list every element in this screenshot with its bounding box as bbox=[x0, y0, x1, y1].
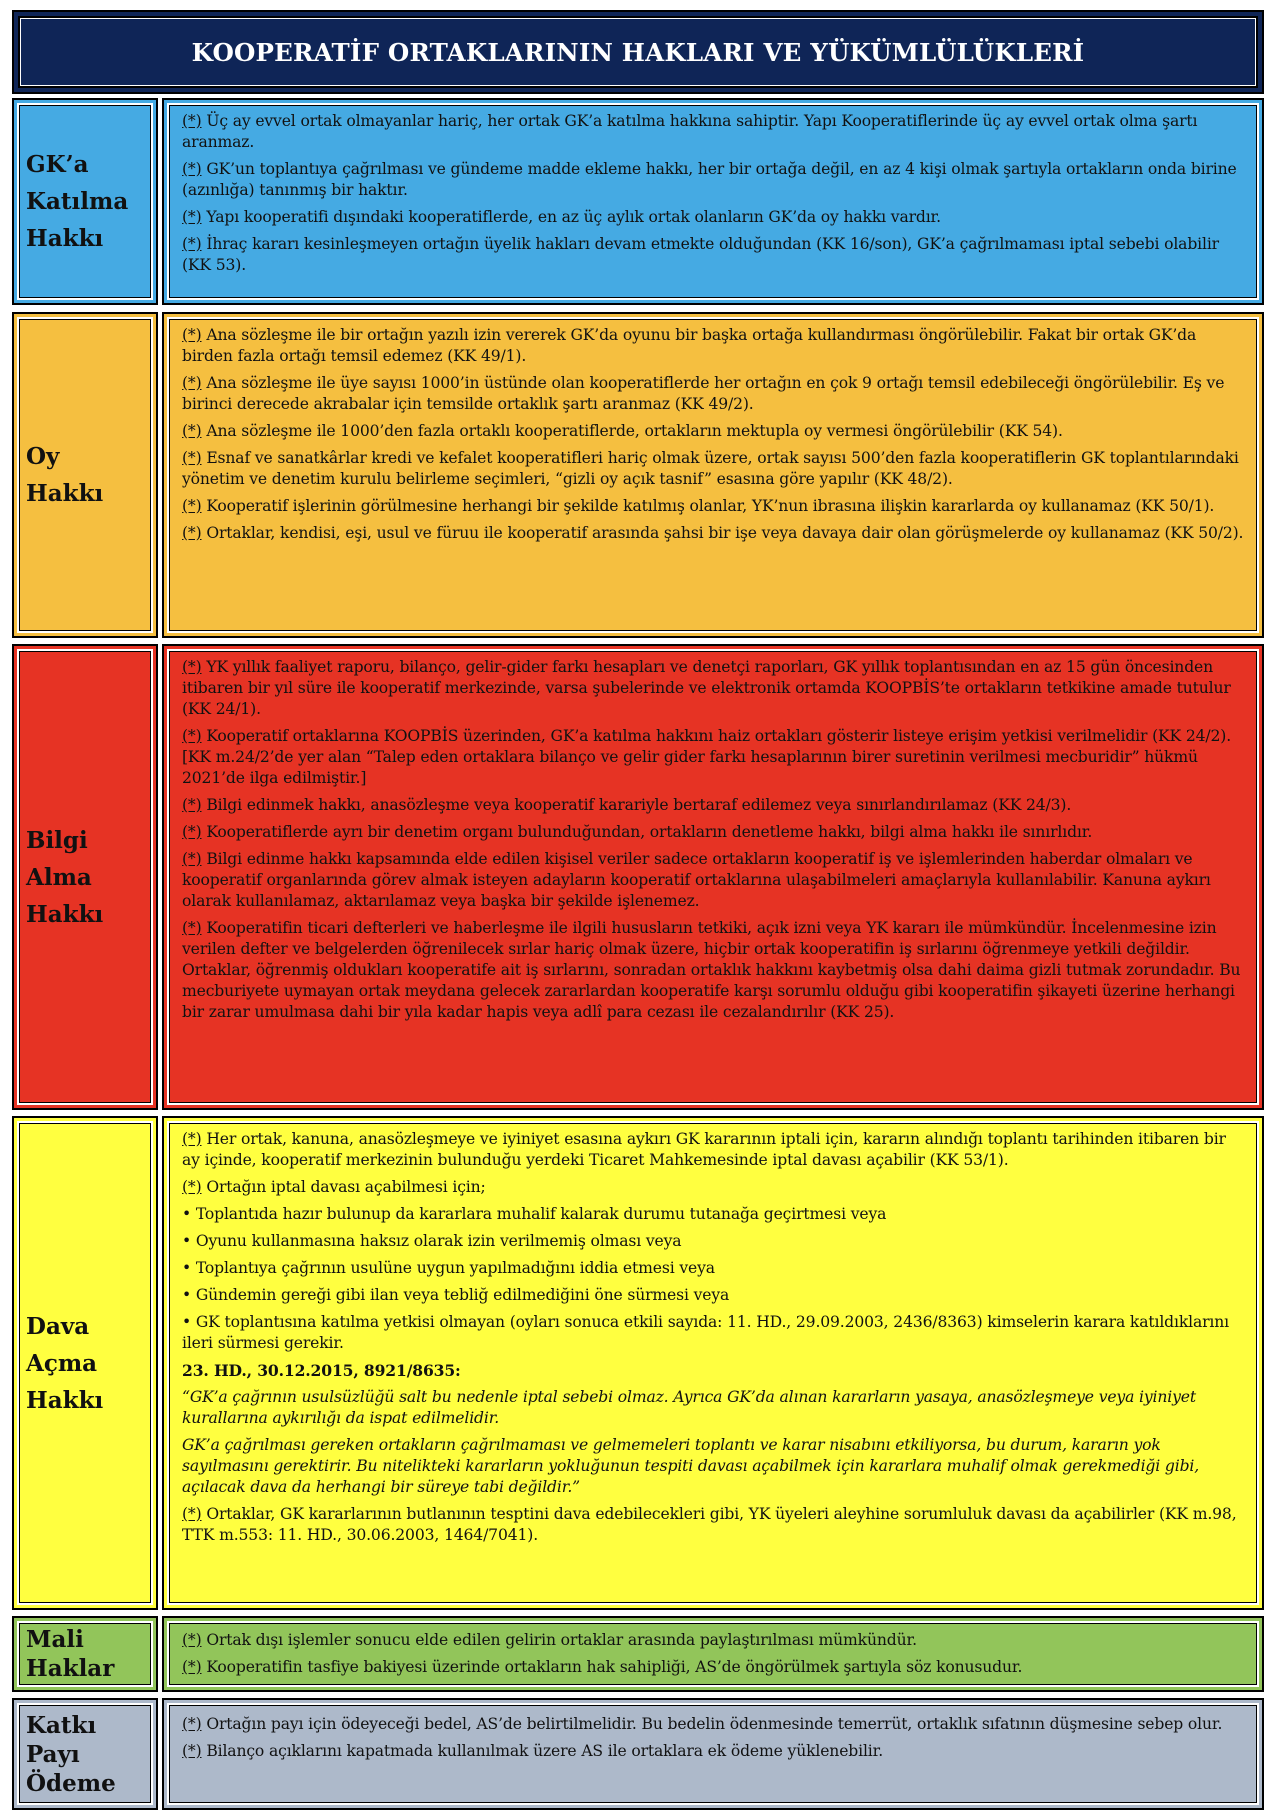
bullet-item: • Toplantıda hazır bulunup da kararlara muhalif kalarak durumu tutanağa geçirtmesi veya bbox=[182, 1205, 887, 1223]
section-label bbox=[26, 1711, 144, 1798]
marker: (*) bbox=[182, 326, 202, 344]
section-content bbox=[162, 1698, 1264, 1810]
label-line: Hakkı bbox=[26, 1386, 104, 1414]
case-quote: “GK’a çağrının usulsüzlüğü salt bu nedenle iptal sebebi olmaz. Ayrıca GK’da alınan kararların yasaya, anasözleşmeye veya iyiniyet kurallarına aykırılığı da ispat edilmelidir. bbox=[182, 1388, 1196, 1427]
section-label-cell bbox=[12, 1116, 158, 1610]
bullet-item: • Gündemin gereği gibi ilan veya tebliğ edilmediğini öne sürmesi veya bbox=[182, 1286, 730, 1304]
list-item: (*) Ortaklar, GK kararlarının butlanının tesptini dava edebilecekleri gibi, YK üyeleri aleyhine sorumluluk davası da açabilirler (KK m.98, TTK m.553: 11. HD., 30.06.2003, 1464/7041). bbox=[182, 1505, 1237, 1544]
section-voting-right bbox=[12, 312, 1264, 638]
marker: (*) bbox=[182, 1505, 202, 1523]
marker: (*) bbox=[182, 658, 202, 676]
label-line: Mali bbox=[26, 1626, 84, 1653]
marker: (*) bbox=[182, 524, 202, 542]
bullet-item: • Toplantıya çağrının usulüne uygun yapılmadığını iddia etmesi veya bbox=[182, 1259, 715, 1277]
label-line: Katkı Payı bbox=[26, 1711, 97, 1768]
label-line: Dava bbox=[26, 1312, 90, 1340]
list-item: (*) Ana sözleşme ile 1000’den fazla ortaklı kooperatiflerde, ortakların mektupla oy vermesi öngörülebilir (KK 54). bbox=[182, 422, 1063, 440]
list-item: (*) Bilgi edinme hakkı kapsamında elde edilen kişisel veriler sadece ortakların kooperatif iş ve işlemlerinden haberdar olmaları ve kooperatif organlarında görev almak isteyen adayların kooperatif ortaklarına ulaşabilmeleri amaçlarıyla kullanılabilir. Kanuna aykırı olarak kullanılamaz, aktarılamaz veya başka bir şekilde işlenemez. bbox=[182, 850, 1211, 910]
section-financial-rights bbox=[12, 1616, 1264, 1692]
section-label bbox=[26, 1625, 114, 1683]
label-line: Ödeme bbox=[26, 1769, 116, 1797]
section-label-cell bbox=[12, 98, 158, 305]
label-line: Hakkı bbox=[26, 225, 104, 252]
marker: (*) bbox=[182, 823, 202, 841]
marker: (*) bbox=[182, 1658, 202, 1676]
case-reference: 23. HD., 30.12.2015, 8921/8635: bbox=[182, 1361, 461, 1380]
bullet-item: • Oyunu kullanmasına haksız olarak izin verilmemiş olması veya bbox=[182, 1232, 682, 1250]
page-title-banner bbox=[12, 10, 1264, 94]
section-label-cell bbox=[12, 1698, 158, 1810]
label-line: Katılma bbox=[26, 188, 129, 215]
section-information-right bbox=[12, 644, 1264, 1110]
list-item: (*) Esnaf ve sanatkârlar kredi ve kefalet kooperatifleri hariç olmak üzere, ortak sayısı 500’den fazla kooperatiflerin GK toplantılarındaki yönetim ve denetim kurulu belirleme seçimleri, “gizli oy açık tasnif” esasına göre yapılır (KK 48/2). bbox=[182, 449, 1239, 488]
list-item: (*) Kooperatifin ticari defterleri ve haberleşme ile ilgili hususların tetkiki, açık izni veya YK kararı ile mümkündür. İncelenmesine izin verilen defter ve belgelerden öğrenilecek sırlar hariç olmak üzere, hiçbir ortak kooperatifin iş sırlarını öğrenmeye yetkili değildir. Ortaklar, öğrenmiş oldukları kooperatife ait iş sırlarını, sonradan ortaklık hakkını kaybetmiş olsa dahi daima gizli tutmak zorundadır. Bu mecburiyete uymayan ortak meydana gelecek zararlardan kooperatife karşı sorumlu olduğu gibi kooperatifin şikayeti üzerine herhangi bir zarar umulmasa dahi bir yıla kadar hapis veya adlî para cezası ile cezalandırılır (KK 25). bbox=[182, 919, 1241, 1021]
marker: (*) bbox=[182, 422, 202, 440]
section-content bbox=[162, 98, 1264, 305]
list-item: (*) Ana sözleşme ile üye sayısı 1000’in üstünde olan kooperatiflerde her ortağın en çok 9 ortağı temsil edebileceği öngörülebilir. Eş ve birinci derecede akrabalar için temsilde ortaklık şartı aranmaz (KK 49/2). bbox=[182, 374, 1225, 413]
list-item: (*) Ortağın payı için ödeyeceği bedel, AS’de belirtilmelidir. Bu bedelin ödenmesinde temerrüt, ortaklık sıfatının düşmesine sebep olur. bbox=[182, 1715, 1223, 1733]
section-label bbox=[26, 146, 128, 257]
list-item: (*) Ana sözleşme ile bir ortağın yazılı izin vererek GK’da oyunu bir başka ortağa kullandırması öngörülebilir. Fakat bir ortak GK’da birden fazla ortağı temsil edemez (KK 49/1). bbox=[182, 326, 1197, 365]
section-lawsuit-right bbox=[12, 1116, 1264, 1610]
list-item: (*) Bilgi edinmek hakkı, anasözleşme veya kooperatif karariyle bertaraf edilemez veya sınırlandırılamaz (KK 24/3). bbox=[182, 796, 1072, 814]
list-item: (*) Kooperatifin tasfiye bakiyesi üzerinde ortakların hak sahipliği, AS’de öngörülmek şartıyla söz konusudur. bbox=[182, 1658, 1023, 1676]
marker: (*) bbox=[182, 1742, 202, 1760]
section-label-cell bbox=[12, 1616, 158, 1692]
section-content bbox=[162, 312, 1264, 638]
section-content bbox=[162, 644, 1264, 1110]
section-label bbox=[26, 1308, 103, 1419]
marker: (*) bbox=[182, 1631, 202, 1649]
marker: (*) bbox=[182, 850, 202, 868]
list-item: (*) YK yıllık faaliyet raporu, bilanço, gelir-gider farkı hesapları ve denetçi raporları, GK yıllık toplantısından en az 15 gün öncesinden itibaren bir yıl süre ile kooperatif merkezinde, varsa şubelerinde ve elektronik ortamda KOOPBİS’te ortakların tetkikine amade tutulur (KK 24/1). bbox=[182, 658, 1231, 718]
list-item: (*) Her ortak, kanuna, anasözleşmeye ve iyiniyet esasına aykırı GK kararının iptali için, kararın alındığı toplantı tarihinden itibaren bir ay içinde, kooperatif merkezinin bulunduğu yerdeki Ticaret Mahkemesinde iptal davası açabilir (KK 53/1). bbox=[182, 1130, 1226, 1169]
marker: (*) bbox=[182, 160, 202, 178]
list-item: (*) Kooperatif işlerinin görülmesine herhangi bir şekilde katılmış olanlar, YK’nun ibrasına ilişkin kararlarda oy kullanamaz (KK 50/1). bbox=[182, 497, 1215, 515]
label-line: Hakkı bbox=[26, 900, 104, 928]
list-item: (*) Ortaklar, kendisi, eşi, usul ve füruu ile kooperatif arasında şahsi bir işe veya davaya dair olan görüşmelerde oy kullanamaz (KK 50/2). bbox=[182, 524, 1244, 542]
marker: (*) bbox=[182, 1130, 202, 1148]
page-title: KOOPERATİF ORTAKLARININ HAKLARI VE YÜKÜMLÜLÜKLERİ bbox=[191, 37, 1085, 67]
marker: (*) bbox=[182, 796, 202, 814]
marker: (*) bbox=[182, 919, 202, 937]
marker: (*) bbox=[182, 1178, 202, 1196]
marker: (*) bbox=[182, 208, 202, 226]
list-item: (*) Kooperatiflerde ayrı bir denetim organı bulunduğundan, ortakların denetleme hakkı, bilgi alma hakkı ile sınırlıdır. bbox=[182, 823, 1093, 841]
list-item: (*) Ortak dışı işlemler sonucu elde edilen gelirin ortaklar arasında paylaştırılması mümkündür. bbox=[182, 1631, 917, 1649]
marker: (*) bbox=[182, 235, 202, 253]
label-line: Bilgi bbox=[26, 826, 88, 854]
label-line: GK’a bbox=[26, 151, 89, 178]
marker: (*) bbox=[182, 374, 202, 392]
marker: (*) bbox=[182, 112, 202, 130]
bullet-item: • GK toplantısına katılma yetkisi olmayan (oyları sonuca etkili sayıda: 11. HD., 29.09.2003, 2436/8363) kimselerin karara katıldıklarını ileri sürmesi gerekir. bbox=[182, 1313, 1229, 1352]
list-item: (*) Ortağın iptal davası açabilmesi için; bbox=[182, 1178, 486, 1196]
section-label-cell bbox=[12, 644, 158, 1110]
list-item: (*) Üç ay evvel ortak olmayanlar hariç, her ortak GK’a katılma hakkına sahiptir. Yapı Kooperatiflerinde üç ay evvel ortak olma şartı aranmaz. bbox=[182, 112, 1198, 151]
list-item: (*) Kooperatif ortaklarına KOOPBİS üzerinden, GK’a katılma hakkını haiz ortakları gösterir listeye erişim yetkisi verilmelidir (KK 24/2). [KK m.24/2’de yer alan “Talep eden ortaklara bilanço ve gelir gider farkı hesaplarının birer suretinin verilmesi mecburidir” hükmü 2021’de ilga edilmiştir.] bbox=[182, 727, 1231, 787]
list-item: (*) Yapı kooperatifi dışındaki kooperatiflerde, en az üç aylık ortak olanların GK’da oy hakkı vardır. bbox=[182, 208, 941, 226]
section-content bbox=[162, 1616, 1264, 1692]
section-gk-participation bbox=[12, 98, 1264, 305]
marker: (*) bbox=[182, 497, 202, 515]
section-content bbox=[162, 1116, 1264, 1610]
marker: (*) bbox=[182, 449, 202, 467]
section-contribution-payment bbox=[12, 1698, 1264, 1810]
marker: (*) bbox=[182, 1715, 202, 1733]
list-item: (*) GK’un toplantıya çağrılması ve gündeme madde ekleme hakkı, her bir ortağa değil, en az 4 kişi olmak şartıyla ortakların onda birine (azınlığa) tanınmış bir haktır. bbox=[182, 160, 1237, 199]
label-line: Oy Hakkı bbox=[26, 443, 104, 507]
case-quote: GK’a çağrılması gereken ortakların çağrılmaması ve gelmemeleri toplantı ve karar nisabını etkiliyorsa, bu durum, kararın yok sayılmasını gerektirir. Bu nitelikteki kararların yokluğunun tespiti davası açabilmek için kararlara muhalif olmak gerekmediği gibi, açılacak dava da herhangi bir süreye tabi değildir.” bbox=[182, 1436, 1200, 1496]
label-line: Açma bbox=[26, 1349, 98, 1377]
marker: (*) bbox=[182, 727, 202, 745]
label-line: Haklar bbox=[26, 1655, 115, 1682]
list-item: (*) İhraç kararı kesinleşmeyen ortağın üyelik hakları devam etmekte olduğundan (KK 16/son), GK’a çağrılmaması iptal sebebi olabilir (KK 53). bbox=[182, 235, 1219, 274]
label-line: Alma bbox=[26, 863, 92, 891]
list-item: (*) Bilanço açıklarını kapatmada kullanılmak üzere AS ile ortaklara ek ödeme yüklenebilir. bbox=[182, 1742, 884, 1760]
section-label bbox=[26, 438, 144, 512]
section-label-cell bbox=[12, 312, 158, 638]
section-label bbox=[26, 822, 103, 933]
